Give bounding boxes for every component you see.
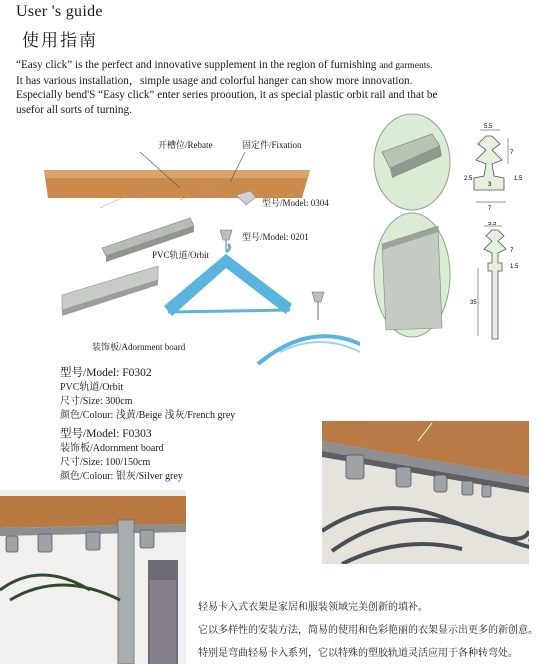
dim-bottom-2: 1.5 xyxy=(510,264,519,270)
intro-paragraph xyxy=(16,58,544,117)
cn-paragraph-2: 它以多样性的安装方法，简易的使用和色彩艳丽的衣架显示出更多的新创意。 xyxy=(198,625,538,636)
dim-top-3: 2.5 xyxy=(464,176,473,182)
dim-top-2: 1.5 xyxy=(514,176,523,182)
profile-zoom-top xyxy=(372,112,452,212)
dim-top-1: 7 xyxy=(510,150,514,156)
label-adornment: 装饰板/Adornment board xyxy=(92,342,186,352)
label-fixation: 固定件/Fixation xyxy=(242,140,302,150)
cn-paragraph-3: 特别是弯曲轻易卡入系列，它以特殊的塑胶轨道灵活应用于各种转弯处。 xyxy=(198,648,518,659)
spec2-name: 装饰板/Adornment board xyxy=(60,443,164,454)
spec1-model: 型号/Model: F0302 xyxy=(60,367,152,379)
label-rebate: 开槽位/Rebate xyxy=(158,140,213,150)
intro-line-1: “Easy click” is the perfect and innovative supplement in the region of furnishing xyxy=(16,59,377,71)
title-english: User 's guide xyxy=(16,3,103,20)
intro-line-1-tail: and garments. xyxy=(379,61,433,71)
intro-line-2: It has various installation，simple usage and colorful hanger can show more innovation. xyxy=(16,74,413,87)
dim-top-5: 7 xyxy=(488,206,492,212)
cn-paragraph-1: 轻易卡入式衣架是家居和服装领域完美创新的填补。 xyxy=(198,602,428,613)
dim-top-0: 5.5 xyxy=(484,124,493,130)
spec1-colour: 颜色/Colour: 浅黄/Beige 浅灰/French grey xyxy=(60,410,236,421)
spec1-name: PVC轨道/Orbit xyxy=(60,382,124,393)
label-model-0201: 型号/Model: 0201 xyxy=(242,232,309,242)
spec2-colour: 颜色/Colour: 银灰/Silver grey xyxy=(60,471,183,482)
cross-section-bottom xyxy=(470,222,530,342)
label-orbit: PVC轨道/Orbit xyxy=(152,250,210,260)
title-chinese: 使用指南 xyxy=(22,31,98,50)
intro-line-4: usefor all sorts of turning. xyxy=(16,103,132,116)
spec2-model: 型号/Model: F0303 xyxy=(60,428,152,440)
spec1-size: 尺寸/Size: 300cm xyxy=(60,396,133,407)
cross-section-top xyxy=(458,120,528,212)
intro-line-3: Especially bend'S “Easy click” enter series prooution, it as special plastic orbit rail and that be xyxy=(16,89,438,101)
rail-photo xyxy=(322,421,529,564)
dim-bottom-3: 35 xyxy=(470,300,477,306)
profile-zoom-bottom xyxy=(372,210,452,340)
dim-bottom-1: 7 xyxy=(510,248,514,254)
dim-bottom-0: 5.5 xyxy=(488,222,497,227)
hanger-photo xyxy=(0,490,186,664)
dim-top-4: 3 xyxy=(488,182,492,188)
label-model-0304: 型号/Model: 0304 xyxy=(262,198,329,208)
spec2-size: 尺寸/Size: 100/150cm xyxy=(60,457,151,468)
